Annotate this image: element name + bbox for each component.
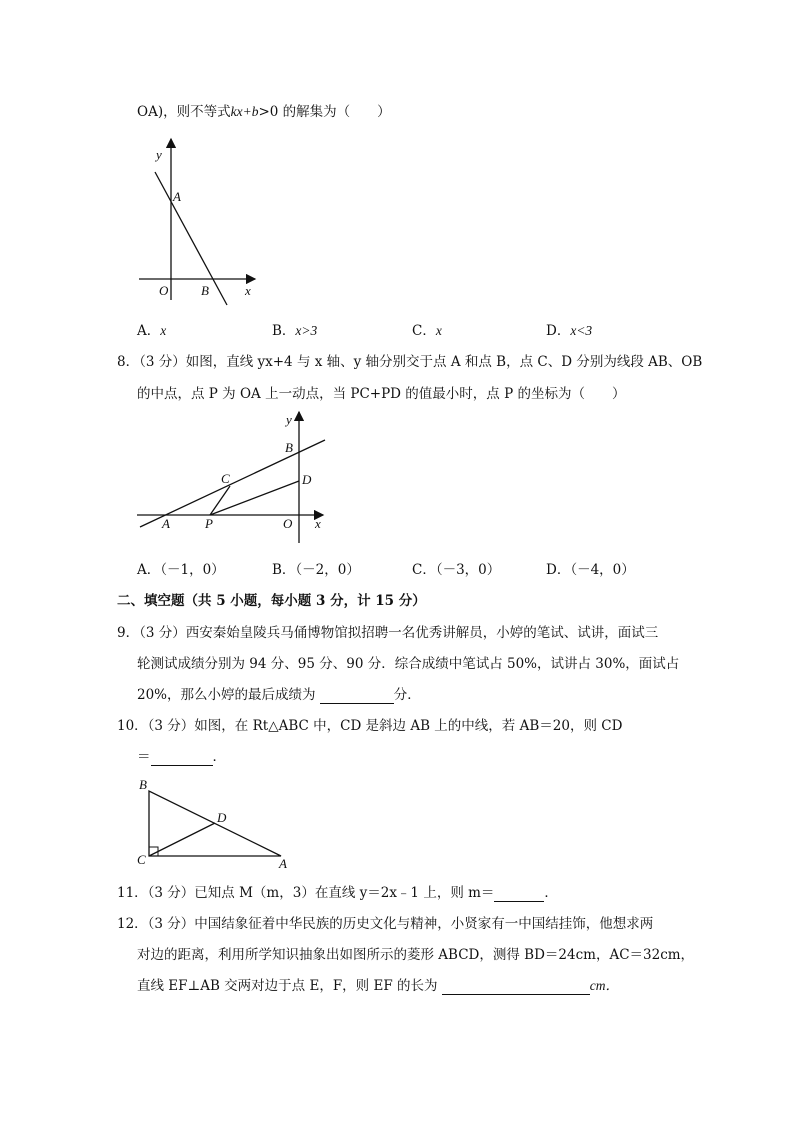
- q8-line2: 的中点，点 P 为 OA 上一动点，当 PC+PD 的值最小时，点 P 的坐标为（ ）: [137, 386, 626, 402]
- q7-label-x: x: [245, 283, 251, 298]
- q10-figure: [135, 775, 295, 870]
- q8-option-a[interactable]: A．（－1，0）: [137, 562, 225, 578]
- q12-line2: 对边的距离，利用所学知识抽象出如图所示的菱形 ABCD，测得 BD＝24cm，AC＝32cm，: [137, 947, 695, 963]
- q8-label-y: y: [286, 412, 292, 427]
- q10-label-a: A: [279, 856, 287, 871]
- q8-label-c: C: [221, 471, 230, 486]
- q8-label-o: O: [283, 516, 293, 531]
- q8-segment-pd: [210, 481, 299, 515]
- q10-label-b: B: [139, 777, 147, 792]
- q7-option-a[interactable]: A．x: [137, 323, 167, 339]
- q10-label-c: C: [137, 852, 146, 867]
- q7-figure: [135, 135, 265, 305]
- q10-line1: 10．（3 分）如图，在 Rt△ABC 中，CD 是斜边 AB 上的中线，若 AB＝20，则 CD: [117, 718, 623, 734]
- q8-label-d: D: [302, 472, 312, 487]
- q10-label-d: D: [217, 810, 227, 825]
- q8-label-a: A: [162, 516, 170, 531]
- q9-line3: 20%，那么小婷的最后成绩为 分．: [137, 687, 421, 703]
- q7-stem-pre: OA)，则不等式: [137, 104, 231, 120]
- q9-line2: 轮测试成绩分别为 94 分、95 分、90 分．综合成绩中笔试占 50%，试讲占 30%，面试占: [137, 656, 680, 672]
- q8-label-b: B: [285, 440, 293, 455]
- q9-line1: 9．（3 分）西安秦始皇陵兵马俑博物馆拟招聘一名优秀讲解员，小婷的笔试、试讲，面试三: [117, 625, 659, 641]
- q11-line: 11．（3 分）已知点 M（m，3）在直线 y＝2x﹣1 上，则 m＝ ．: [117, 885, 558, 901]
- q12-answer-blank[interactable]: [442, 980, 590, 995]
- q10-answer-blank[interactable]: [151, 751, 213, 766]
- q7-label-o: O: [159, 283, 169, 298]
- q7-label-a: A: [173, 189, 181, 204]
- q12-line3: 直线 EF⊥AB 交两对边于点 E，F，则 EF 的长为 cm．: [137, 978, 620, 994]
- q8-label-x: x: [315, 516, 321, 531]
- q10-line2: ＝ ．: [137, 749, 226, 765]
- q7-stem: [137, 103, 391, 121]
- q9-answer-blank[interactable]: [320, 689, 394, 704]
- q8-line-ab: [140, 440, 325, 527]
- q7-label-b: B: [201, 283, 209, 298]
- q7-option-b[interactable]: B．x>3: [272, 323, 318, 339]
- q7-stem-expr: kx+b: [230, 104, 259, 119]
- q8-line1: 8．（3 分）如图，直线 yx+4 与 x 轴、y 轴分别交于点 A 和点 B，点 C、D 分别为线段 AB、OB: [117, 354, 703, 370]
- q7-label-y: y: [156, 147, 162, 162]
- q7-option-c[interactable]: C．x: [412, 323, 442, 339]
- q11-answer-blank[interactable]: [494, 887, 544, 902]
- q8-option-b[interactable]: B．（－2，0）: [272, 562, 360, 578]
- q7-option-d[interactable]: D．x<3: [546, 323, 593, 339]
- q12-line1: 12．（3 分）中国结象征着中华民族的历史文化与精神，小贤家有一中国结挂饰，他想求两: [117, 916, 654, 932]
- q8-option-c[interactable]: C．（－3，0）: [412, 562, 501, 578]
- section-title: 二、填空题（共 5 小题，每小题 3 分，计 15 分）: [117, 593, 426, 609]
- q10-median-cd: [149, 823, 215, 856]
- q8-label-p: P: [205, 516, 213, 531]
- q7-stem-post: >0 的解集为（ ）: [258, 104, 391, 120]
- q8-figure: [135, 410, 335, 545]
- q8-option-d[interactable]: D．（－4，0）: [546, 562, 635, 578]
